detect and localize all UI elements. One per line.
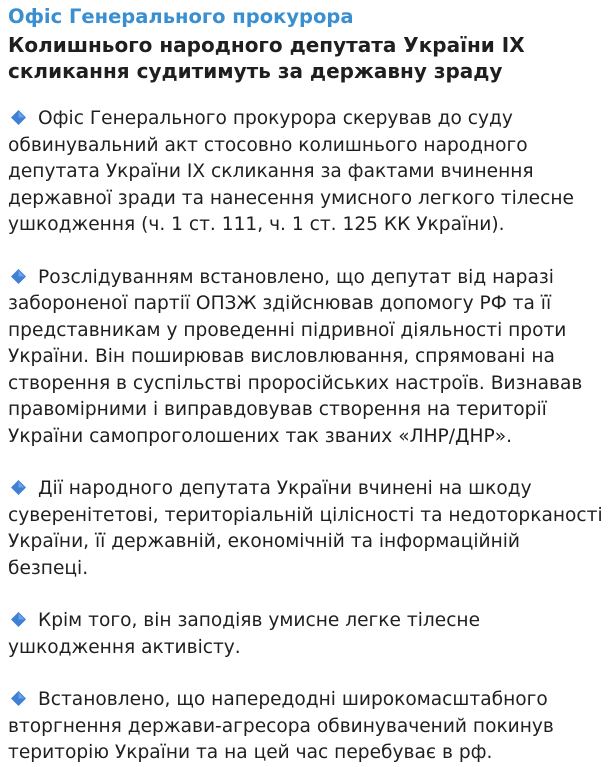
post-headline: Колишнього народного депутата України IX скликання судитимуть за державну зраду (8, 33, 525, 83)
paragraph-3 (8, 476, 604, 582)
blue-diamond-icon (11, 269, 26, 284)
blue-diamond-icon (11, 612, 26, 627)
paragraph-text: Офіс Генерального прокурора скерував до суду обвинувальний акт стосовно колишнього народного депутата України IX скликання за фактами вчинення державної зради та нанесення умисного легкого тілесне ушкодження (ч. 1 ст. 111, ч. 1 ст. 125 КК України). (8, 108, 574, 235)
blue-diamond-icon (11, 110, 26, 125)
blue-diamond-icon (11, 691, 26, 706)
paragraph-text: Встановлено, що напередодні широкомасштабного вторгнення держави-агресора обвинувачений покинув територію України та на цей час перебуває в рф. (8, 689, 554, 763)
paragraph-text: Дії народного депутата України вчинені на шкоду суверенітетові, територіальній цілісності та недоторканості України, її державній, економічній та інформаційній безпеці. (8, 478, 603, 579)
channel-name[interactable]: Офіс Генерального прокурора (8, 5, 354, 28)
paragraph-1 (8, 106, 604, 239)
paragraph-5 (8, 687, 604, 767)
paragraph-4 (8, 608, 604, 661)
paragraph-text: Крім того, він заподіяв умисне легке тілесне ушкодження активісту. (8, 610, 481, 658)
paragraph-text: Розслідуванням встановлено, що депутат від наразі забороненої партії ОПЗЖ здійснював допомогу РФ та її представникам у проведенні підривної діяльності проти України. Він поширював висловлювання, спрямовані на створення в суспільстві проросійських настроїв. Визнавав правомірними і виправдовував створення на території України самопроголошених так званих «ЛНР/ДНР». (8, 266, 583, 447)
paragraph-2 (8, 265, 604, 451)
blue-diamond-icon (11, 480, 26, 495)
